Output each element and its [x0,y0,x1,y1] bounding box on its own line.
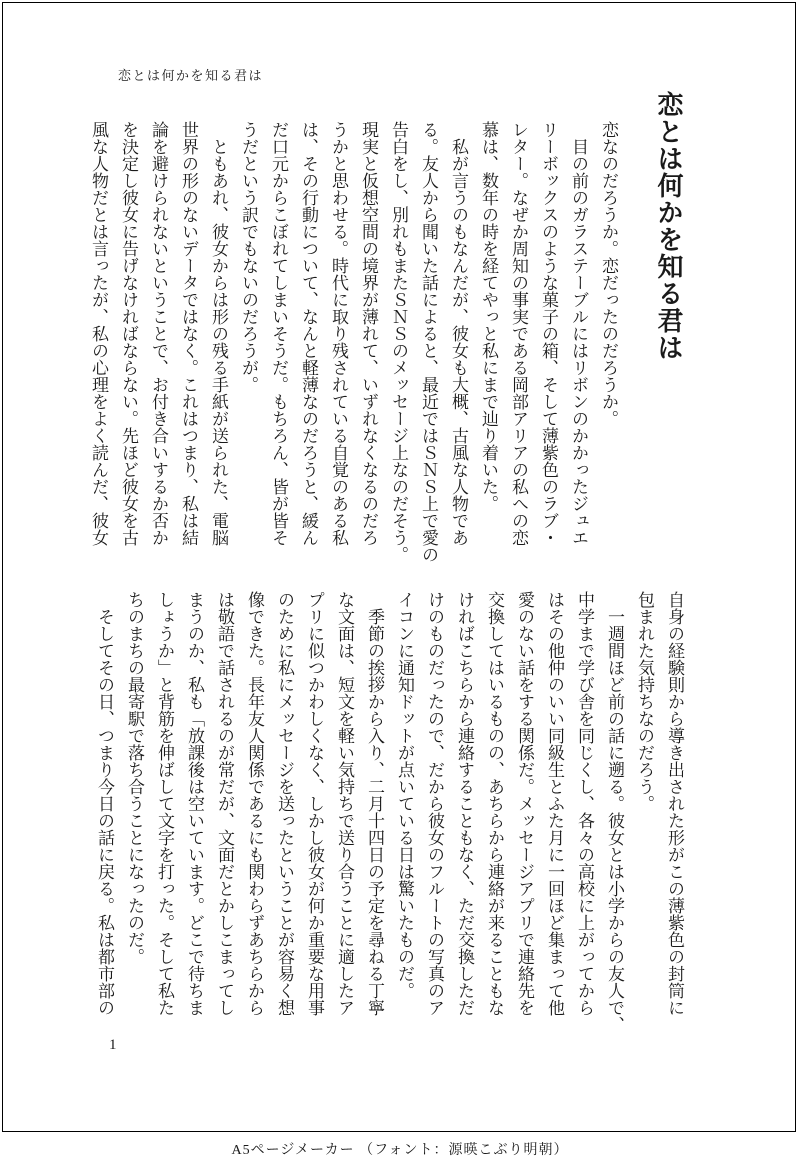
text-line: 自身の経験則から導き出された形がこの薄紫色の封筒に [665,591,684,1016]
story-block-lower [89,591,689,1061]
text-line: 目の前のガラステーブルにはリボンのかかったジュエ [569,121,588,546]
text-line: 一週間ほど前の話に遡る。彼女とは小学からの友人で、 [605,591,624,1033]
footer-caption: A5ページメーカー （フォント：源暎こぶり明朝） [231,1143,569,1158]
text-line: けのものだったので、だから彼女のフルートの写真のア [425,591,444,1016]
text-line: 愛のない話をする関係だ。メッセージアプリで連絡先を [515,591,534,1016]
text-line: リーボックスのような菓子の箱、そして薄紫色のラブ・ [539,121,558,546]
text-line: 世界の形のないデータではなく。これはつまり、私は結 [179,121,198,546]
text-line: 論を避けられないということで、お付き合いするか否か [149,121,168,546]
text-line: 私が言うのもなんだが、彼女も大概、古風な人物であ [449,121,468,546]
text-line: 慕は、数年の時を経てやっと私にまで辿り着いた。 [479,121,498,512]
story-lines-upper [83,91,623,591]
text-line: を決定し彼女に告げなければならない。先ほど彼女を古 [119,121,138,546]
story-title: 恋とは何かを知る君は [654,91,683,361]
text-line: うだという訳でもないのだろうが。 [239,121,258,393]
text-line: ともあれ、彼女からは形の残る手紙が送られた、電脳 [209,121,228,546]
text-line: な文面は、短文を軽い気持ちで送り合うことに適したア [335,591,354,1016]
text-line: のために私にメッセージを送ったということが容易く想 [275,591,294,1016]
text-line: だ口元からこぼれてしまいそうだ。もちろん、皆が皆そ [269,121,288,546]
page-sheet [2,2,796,1132]
page-number: 1 [109,1037,117,1053]
text-line: ければこちらから連絡することもなく、ただ交換しただ [455,591,474,1016]
text-line: 像できた。長年友人関係であるにも関わらずあちらから [245,591,264,1016]
story-block-upper [83,91,689,591]
text-line: 現実と仮想空間の境界が薄れて、いずれなくなるのだろ [359,121,378,546]
text-line: プリに似つかわしくなく、しかし彼女が何か重要な用事 [305,591,324,1016]
story-lines-lower [89,591,689,1061]
text-line: 告白をし、別れもまたＳＮＳのメッセージ上なのだそう。 [389,121,408,563]
text-line: まうのか、私も「放課後は空いています。どこで待ちま [185,591,204,1016]
text-line: イコンに通知ドットが点いている日は驚いたものだ。 [395,591,414,999]
text-line: 包まれた気持ちなのだろう。 [635,591,654,812]
text-line: る。友人から聞いた話によると、最近ではＳＮＳ上で愛の [419,121,438,563]
text-line: うかと思わせる。時代に取り残されている自覚のある私 [329,121,348,546]
text-line: 交換してはいるものの、あちらから連絡が来ることもな [485,591,504,1016]
text-line: ちのまちの最寄駅で落ち合うことになったのだ。 [125,591,144,965]
text-line: 季節の挨拶から入り、二月十四日の予定を尋ねる丁寧 [365,591,384,1016]
text-line: は、その行動について、なんと軽薄なのだろうと、緩ん [299,121,318,546]
text-line: 風な人物だとは言ったが、私の心理をよく読んだ、彼女 [89,121,108,546]
text-line: 中学まで学び舎を同じくし、各々の高校に上がってから [575,591,594,1016]
text-line: レター。なぜか周知の事実である岡部アリアの私への恋 [509,121,528,546]
text-line: 恋なのだろうか。恋だったのだろうか。 [599,121,618,427]
text-line: は敬語で話されるのが常だが、文面だとかしこまってし [215,591,234,1016]
running-header: 恋とは何かを知る君は [118,68,264,83]
text-line: しょうか」と背筋を伸ばして文字を打った。そして私た [155,591,174,1016]
text-line: はその他仲のいい同級生とふた月に一回ほど集まって他 [545,591,564,1016]
text-line: そしてその日、つまり今日の話に戻る。私は都市部の [95,591,114,1016]
